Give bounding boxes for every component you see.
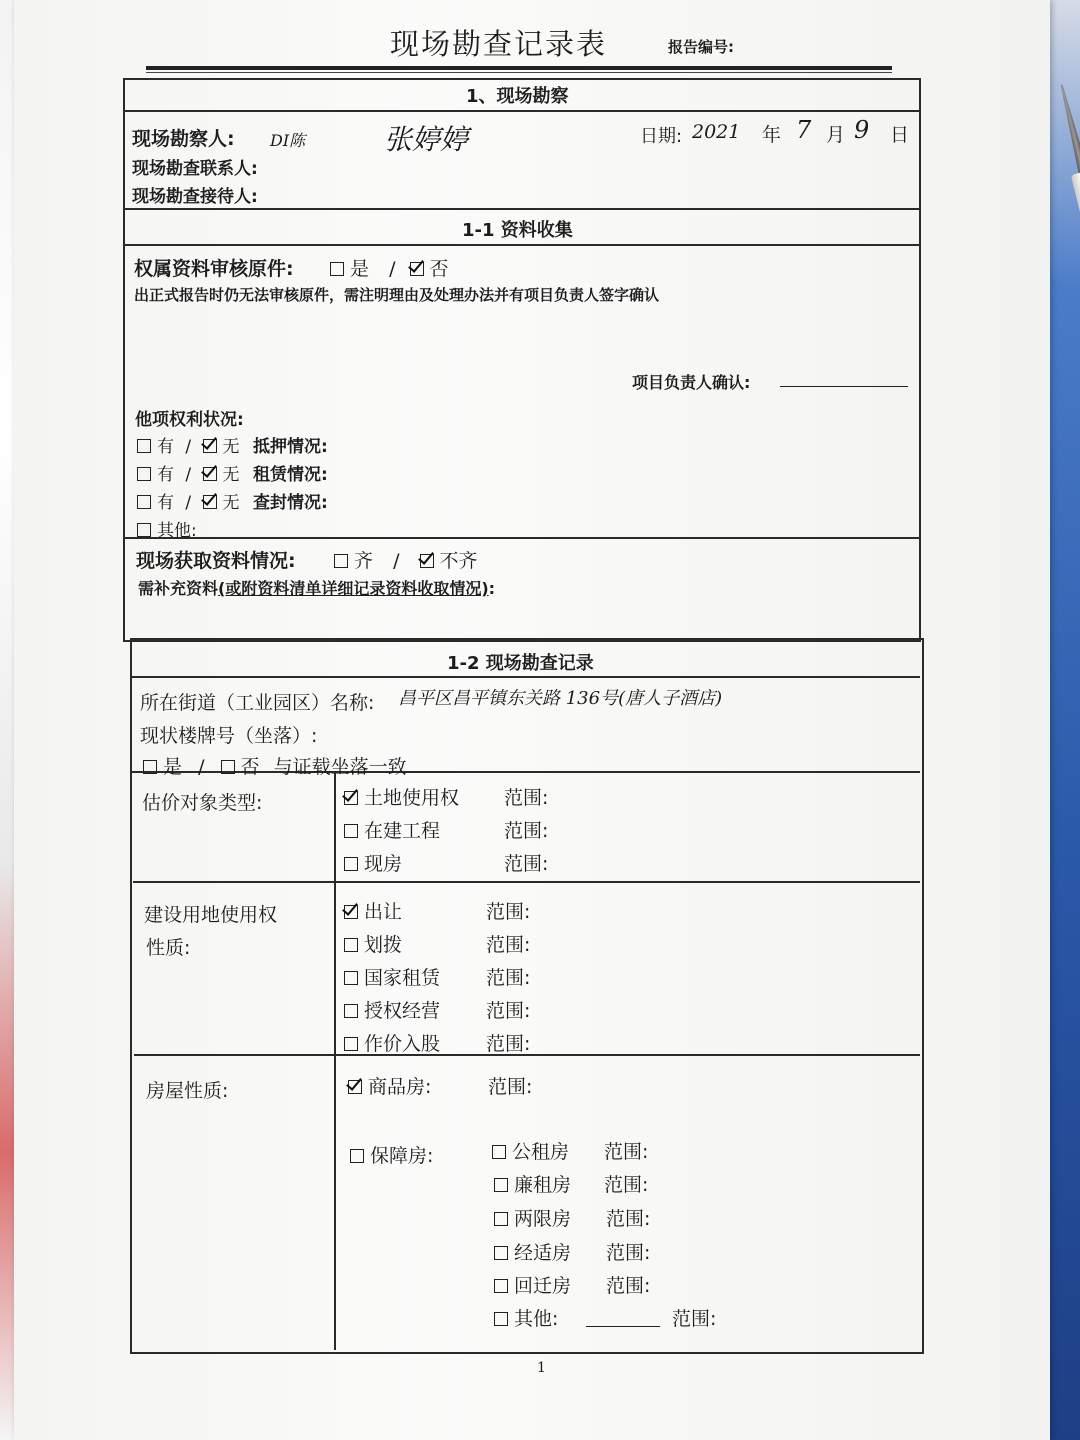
separator: / <box>185 493 192 513</box>
divider <box>123 110 919 112</box>
scope-label: 范围: <box>488 1076 533 1098</box>
checkbox-existing-house[interactable] <box>344 857 358 871</box>
option-label: 公租房 <box>512 1141 570 1163</box>
has-label: 有 <box>157 465 174 485</box>
report-number-label: 报告编号: <box>668 38 734 56</box>
checkbox-affordable-housing[interactable] <box>350 1149 364 1163</box>
checkbox-allocation[interactable] <box>344 938 358 952</box>
right-row-mortgage <box>137 432 328 457</box>
checkbox-transfer[interactable] <box>344 905 358 919</box>
checkbox-public-rental[interactable] <box>492 1145 506 1159</box>
pm-signature-line <box>780 386 908 387</box>
house-affordable <box>350 1141 433 1168</box>
scope-label: 范围: <box>606 1208 651 1230</box>
other-rights-label: 他项权利状况: <box>135 410 244 430</box>
separator: / <box>185 465 192 485</box>
land-right-state-lease <box>344 963 440 990</box>
section-1-1-heading: 1-1 资料收集 <box>462 220 573 241</box>
original-review-note: 出正式报告时仍无法审核原件，需注明理由及处理办法并有项目负责人签字确认 <box>134 286 660 304</box>
complete-label: 齐 <box>354 550 374 572</box>
pm-confirm-label: 项目负责人确认: <box>632 373 751 392</box>
option-label: 其他: <box>514 1308 559 1330</box>
checkbox-none[interactable] <box>203 467 217 481</box>
supplement-label: 需补充资料 <box>138 579 219 598</box>
checkbox-equity-contribution[interactable] <box>344 1037 358 1051</box>
option-label: 在建工程 <box>364 820 441 842</box>
plate-label: 现状楼牌号（坐落）: <box>140 725 318 747</box>
scope-label: 范围: <box>606 1242 651 1264</box>
option-label: 经适房 <box>514 1242 572 1264</box>
house-nature-label: 房屋性质: <box>146 1080 229 1102</box>
surveyor-handwritten-1: DI陈 <box>270 131 306 150</box>
scope-label: 范围: <box>486 934 531 956</box>
contact-label: 现场勘查联系人: <box>132 159 258 179</box>
house-commercial <box>348 1072 431 1099</box>
background-left-edge <box>0 0 14 1440</box>
object-type-construction <box>344 816 440 843</box>
header-rule-thin <box>146 72 892 73</box>
divider <box>123 208 919 210</box>
object-type-label: 估价对象类型: <box>142 792 263 814</box>
receiver-label: 现场勘查接待人: <box>132 187 258 207</box>
checkbox-price-limited[interactable] <box>494 1212 508 1226</box>
object-type-existing <box>344 849 402 876</box>
affordable-low-rent <box>494 1170 571 1197</box>
form-title: 现场勘查记录表 <box>390 27 608 61</box>
affordable-price-limited <box>494 1204 571 1231</box>
land-right-label-line1: 建设用地使用权 <box>144 904 278 926</box>
separator: / <box>185 437 192 457</box>
date-label: 日期: <box>640 126 683 147</box>
other-fill-line <box>586 1326 660 1327</box>
option-yes-label: 是 <box>350 258 370 280</box>
supplement-note: (或附资料清单详细记录资料收取情况) <box>218 579 489 598</box>
supplement-colon: : <box>488 579 496 598</box>
checkbox-commercial-housing[interactable] <box>348 1080 362 1094</box>
option-label: 国家租赁 <box>364 967 441 989</box>
street-label: 所在街道（工业园区）名称: <box>140 692 375 714</box>
option-label: 现房 <box>364 853 403 875</box>
mortgage-label: 抵押情况: <box>252 437 328 457</box>
affordable-other <box>494 1304 558 1331</box>
page-number: 1 <box>537 1360 546 1376</box>
none-label: 无 <box>222 465 240 485</box>
consistency-row <box>143 752 407 779</box>
option-label: 作价入股 <box>364 1033 441 1055</box>
checkbox-state-lease[interactable] <box>344 971 358 985</box>
checkbox-yes[interactable] <box>330 262 344 276</box>
column-divider <box>334 771 336 1350</box>
option-label: 出让 <box>364 901 403 923</box>
materials-label: 现场获取资料情况: <box>136 550 296 572</box>
checkbox-economic[interactable] <box>494 1246 508 1260</box>
option-label: 保障房: <box>370 1145 434 1167</box>
separator: / <box>393 550 400 572</box>
checkbox-other[interactable] <box>494 1312 508 1326</box>
surveyor-handwritten-2: 张婷婷 <box>384 123 469 156</box>
other-label: 其他: <box>157 521 197 541</box>
option-label: 廉租房 <box>514 1174 572 1196</box>
checkbox-incomplete[interactable] <box>420 554 434 568</box>
scope-label: 范围: <box>504 787 549 809</box>
scope-label: 范围: <box>486 1000 531 1022</box>
original-review-label: 权属资料审核原件: <box>134 258 294 280</box>
option-no-label: 否 <box>429 258 449 280</box>
checkbox-under-construction[interactable] <box>344 824 358 838</box>
none-label: 无 <box>222 437 240 457</box>
none-label: 无 <box>222 493 240 513</box>
option-label: 土地使用权 <box>364 787 460 809</box>
divider <box>123 244 919 246</box>
option-label: 两限房 <box>514 1208 572 1230</box>
scope-label: 范围: <box>604 1174 649 1196</box>
checkbox-low-rent[interactable] <box>494 1178 508 1192</box>
option-label: 授权经营 <box>364 1000 441 1022</box>
checkbox-land-use-right[interactable] <box>344 791 358 805</box>
land-right-label-line2: 性质: <box>146 937 191 959</box>
option-label: 商品房: <box>368 1076 432 1098</box>
scope-label: 范围: <box>504 820 549 842</box>
scope-label: 范围: <box>672 1308 717 1330</box>
section-1-2-heading: 1-2 现场勘查记录 <box>447 653 594 674</box>
header-rule <box>146 66 892 70</box>
surveyor-label: 现场勘察人: <box>132 128 235 150</box>
checkbox-none[interactable] <box>203 439 217 453</box>
scope-label: 范围: <box>486 1033 531 1055</box>
yes-label: 是 <box>163 756 183 778</box>
scope-label: 范围: <box>486 967 531 989</box>
separator: / <box>389 258 396 280</box>
scope-label: 范围: <box>486 901 531 923</box>
affordable-relocation <box>494 1271 571 1298</box>
date-year: 2021 <box>692 121 741 143</box>
checkbox-has[interactable] <box>137 467 151 481</box>
checkbox-consistent-no[interactable] <box>221 760 235 774</box>
date-day: 9 <box>854 116 870 144</box>
land-right-allocation <box>344 930 402 957</box>
option-label: 回迁房 <box>514 1275 572 1297</box>
separator: / <box>198 756 205 778</box>
checkbox-relocation[interactable] <box>494 1279 508 1293</box>
consistent-label: 与证载坐落一致 <box>273 756 407 778</box>
materials-options <box>334 546 478 573</box>
land-right-transfer <box>344 897 402 924</box>
affordable-public-rental <box>492 1137 569 1164</box>
has-label: 有 <box>157 493 174 513</box>
has-label: 有 <box>157 437 174 457</box>
checkbox-none[interactable] <box>203 495 217 509</box>
scope-label: 范围: <box>606 1275 651 1297</box>
right-row-other <box>137 516 197 541</box>
checkbox-complete[interactable] <box>334 554 348 568</box>
lease-label: 租赁情况: <box>252 465 328 485</box>
land-right-authorized <box>344 996 440 1023</box>
checkbox-consistent-yes[interactable] <box>143 760 157 774</box>
checkbox-has[interactable] <box>137 439 151 453</box>
divider <box>130 676 920 678</box>
right-row-seizure <box>137 488 328 513</box>
checkbox-other[interactable] <box>137 523 151 537</box>
date-year-unit: 年 <box>762 124 782 146</box>
divider <box>125 537 919 539</box>
affordable-economic <box>494 1238 571 1265</box>
no-label: 否 <box>240 756 260 778</box>
supplement-row <box>138 576 495 599</box>
right-row-lease <box>137 460 328 485</box>
scope-label: 范围: <box>604 1141 649 1163</box>
original-review-options <box>330 254 449 281</box>
object-type-land <box>344 783 459 810</box>
pen-tip <box>1057 83 1080 175</box>
checkbox-has[interactable] <box>137 495 151 509</box>
divider <box>133 881 920 883</box>
section-1-heading: 1、现场勘察 <box>466 86 569 107</box>
scope-label: 范围: <box>504 853 549 875</box>
checkbox-no[interactable] <box>410 262 424 276</box>
date-month: 7 <box>796 116 812 144</box>
street-handwritten-value: 昌平区昌平镇东关路 136号(唐人子酒店) <box>398 688 723 709</box>
incomplete-label: 不齐 <box>439 550 478 572</box>
checkbox-authorized-operation[interactable] <box>344 1004 358 1018</box>
land-right-equity <box>344 1029 440 1056</box>
date-day-unit: 日 <box>890 124 910 146</box>
seizure-label: 查封情况: <box>252 493 328 513</box>
date-month-unit: 月 <box>826 124 846 146</box>
option-label: 划拨 <box>364 934 403 956</box>
